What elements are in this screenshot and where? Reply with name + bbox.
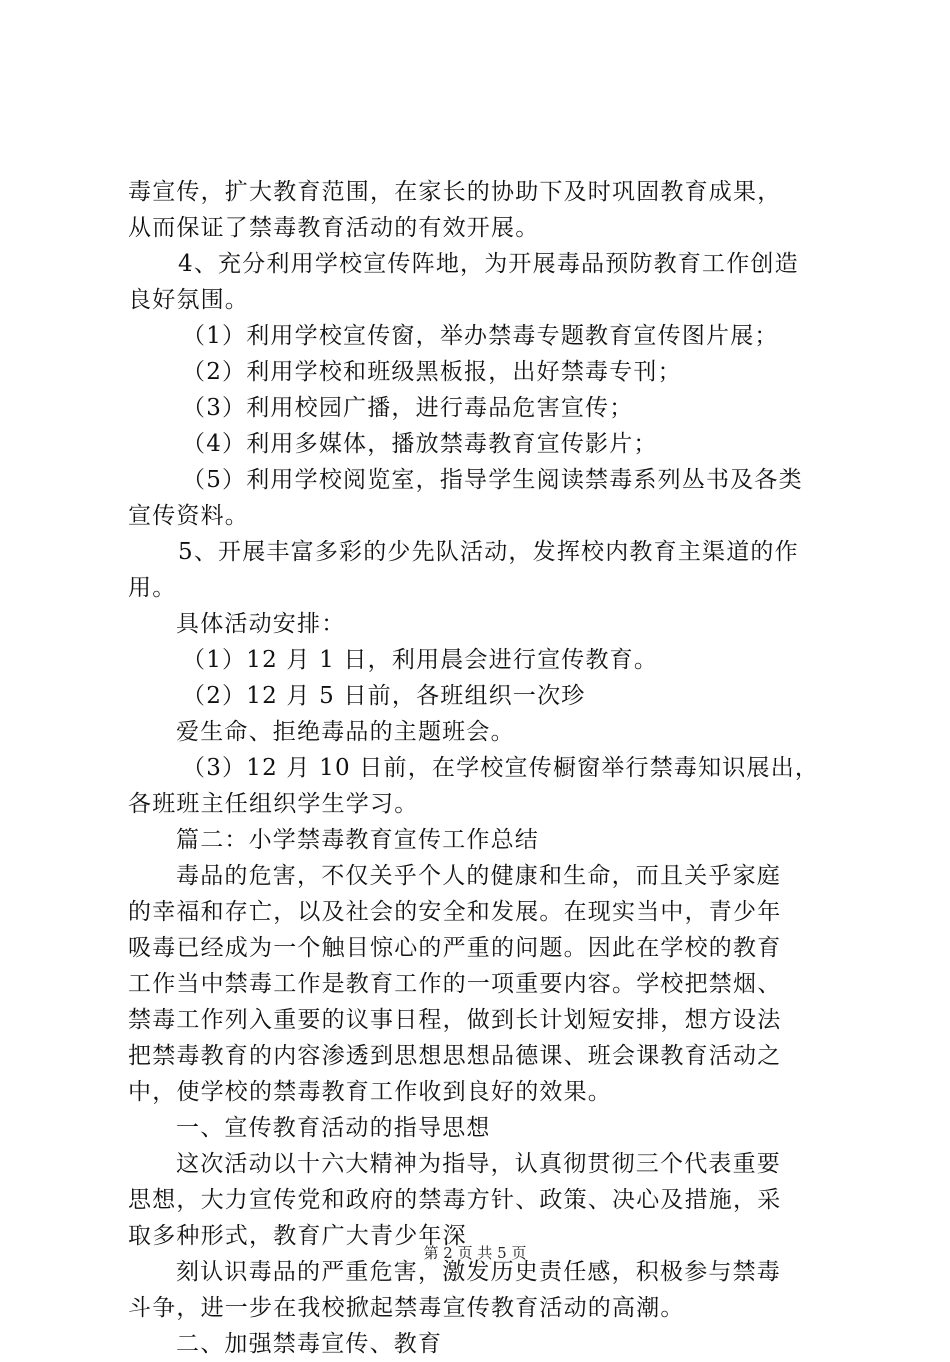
text-line: 中，使学校的禁毒教育工作收到良好的效果。 [128, 1079, 612, 1105]
text-line: 宣传资料。 [128, 503, 249, 529]
text-line: （2）12 月 5 日前，各班组织一次珍 [182, 683, 586, 709]
text-line: 爱生命、拒绝毒品的主题班会。 [176, 719, 515, 745]
text-line: 4、充分利用学校宣传阵地，为开展毒品预防教育工作创造 [178, 251, 799, 277]
text-line: 工作当中禁毒工作是教育工作的一项重要内容。学校把禁烟、 [128, 971, 782, 997]
text-line: （3）利用校园广播，进行毒品危害宣传； [182, 395, 634, 421]
text-line: （5）利用学校阅览室，指导学生阅读禁毒系列丛书及各类 [182, 467, 803, 493]
text-line: 具体活动安排： [176, 611, 346, 637]
text-line: 禁毒工作列入重要的议事日程，做到长计划短安排，想方设法 [128, 1007, 782, 1033]
text-line: 斗争，进一步在我校掀起禁毒宣传教育活动的高潮。 [128, 1295, 685, 1321]
text-line: 毒品的危害，不仅关乎个人的健康和生命，而且关乎家庭 [176, 863, 781, 889]
text-line: 各班班主任组织学生学习。 [128, 791, 419, 817]
text-line: 良好氛围。 [128, 287, 249, 313]
text-line: 篇二：小学禁毒教育宣传工作总结 [176, 827, 539, 853]
text-line: 的幸福和存亡，以及社会的安全和发展。在现实当中，青少年 [128, 899, 782, 925]
text-line: 把禁毒教育的内容渗透到思想思想品德课、班会课教育活动之 [128, 1043, 782, 1069]
text-line: 毒宣传，扩大教育范围，在家长的协助下及时巩固教育成果， [128, 179, 782, 205]
text-line: （2）利用学校和班级黑板报，出好禁毒专刊； [182, 359, 682, 385]
text-line: 吸毒已经成为一个触目惊心的严重的问题。因此在学校的教育 [128, 935, 782, 961]
text-line: 思想，大力宣传党和政府的禁毒方针、政策、决心及措施，采 [128, 1187, 782, 1213]
text-line: 取多种形式，教育广大青少年深 [128, 1223, 467, 1249]
document-body [128, 174, 832, 1362]
text-line: （3）12 月 10 日前，在学校宣传橱窗举行禁毒知识展出， [182, 755, 820, 781]
text-line: 这次活动以十六大精神为指导，认真彻贯彻三个代表重要 [176, 1151, 781, 1177]
text-line: （1）12 月 1 日，利用晨会进行宣传教育。 [182, 647, 659, 673]
text-line: 二、加强禁毒宣传、教育 [176, 1331, 443, 1357]
text-line: 刻认识毒品的严重危害，激发历史责任感，积极参与禁毒 [176, 1259, 781, 1285]
text-line: 5、开展丰富多彩的少先队活动，发挥校内教育主渠道的作 [178, 539, 799, 565]
text-line: 用。 [128, 575, 177, 601]
page-footer: 第 2 页 共 5 页 [423, 1244, 527, 1262]
text-line: （1）利用学校宣传窗，举办禁毒专题教育宣传图片展； [182, 323, 779, 349]
text-line: （4）利用多媒体，播放禁毒教育宣传影片； [182, 431, 658, 457]
text-line: 从而保证了禁毒教育活动的有效开展。 [128, 215, 540, 241]
text-line: 一、宣传教育活动的指导思想 [176, 1115, 491, 1141]
